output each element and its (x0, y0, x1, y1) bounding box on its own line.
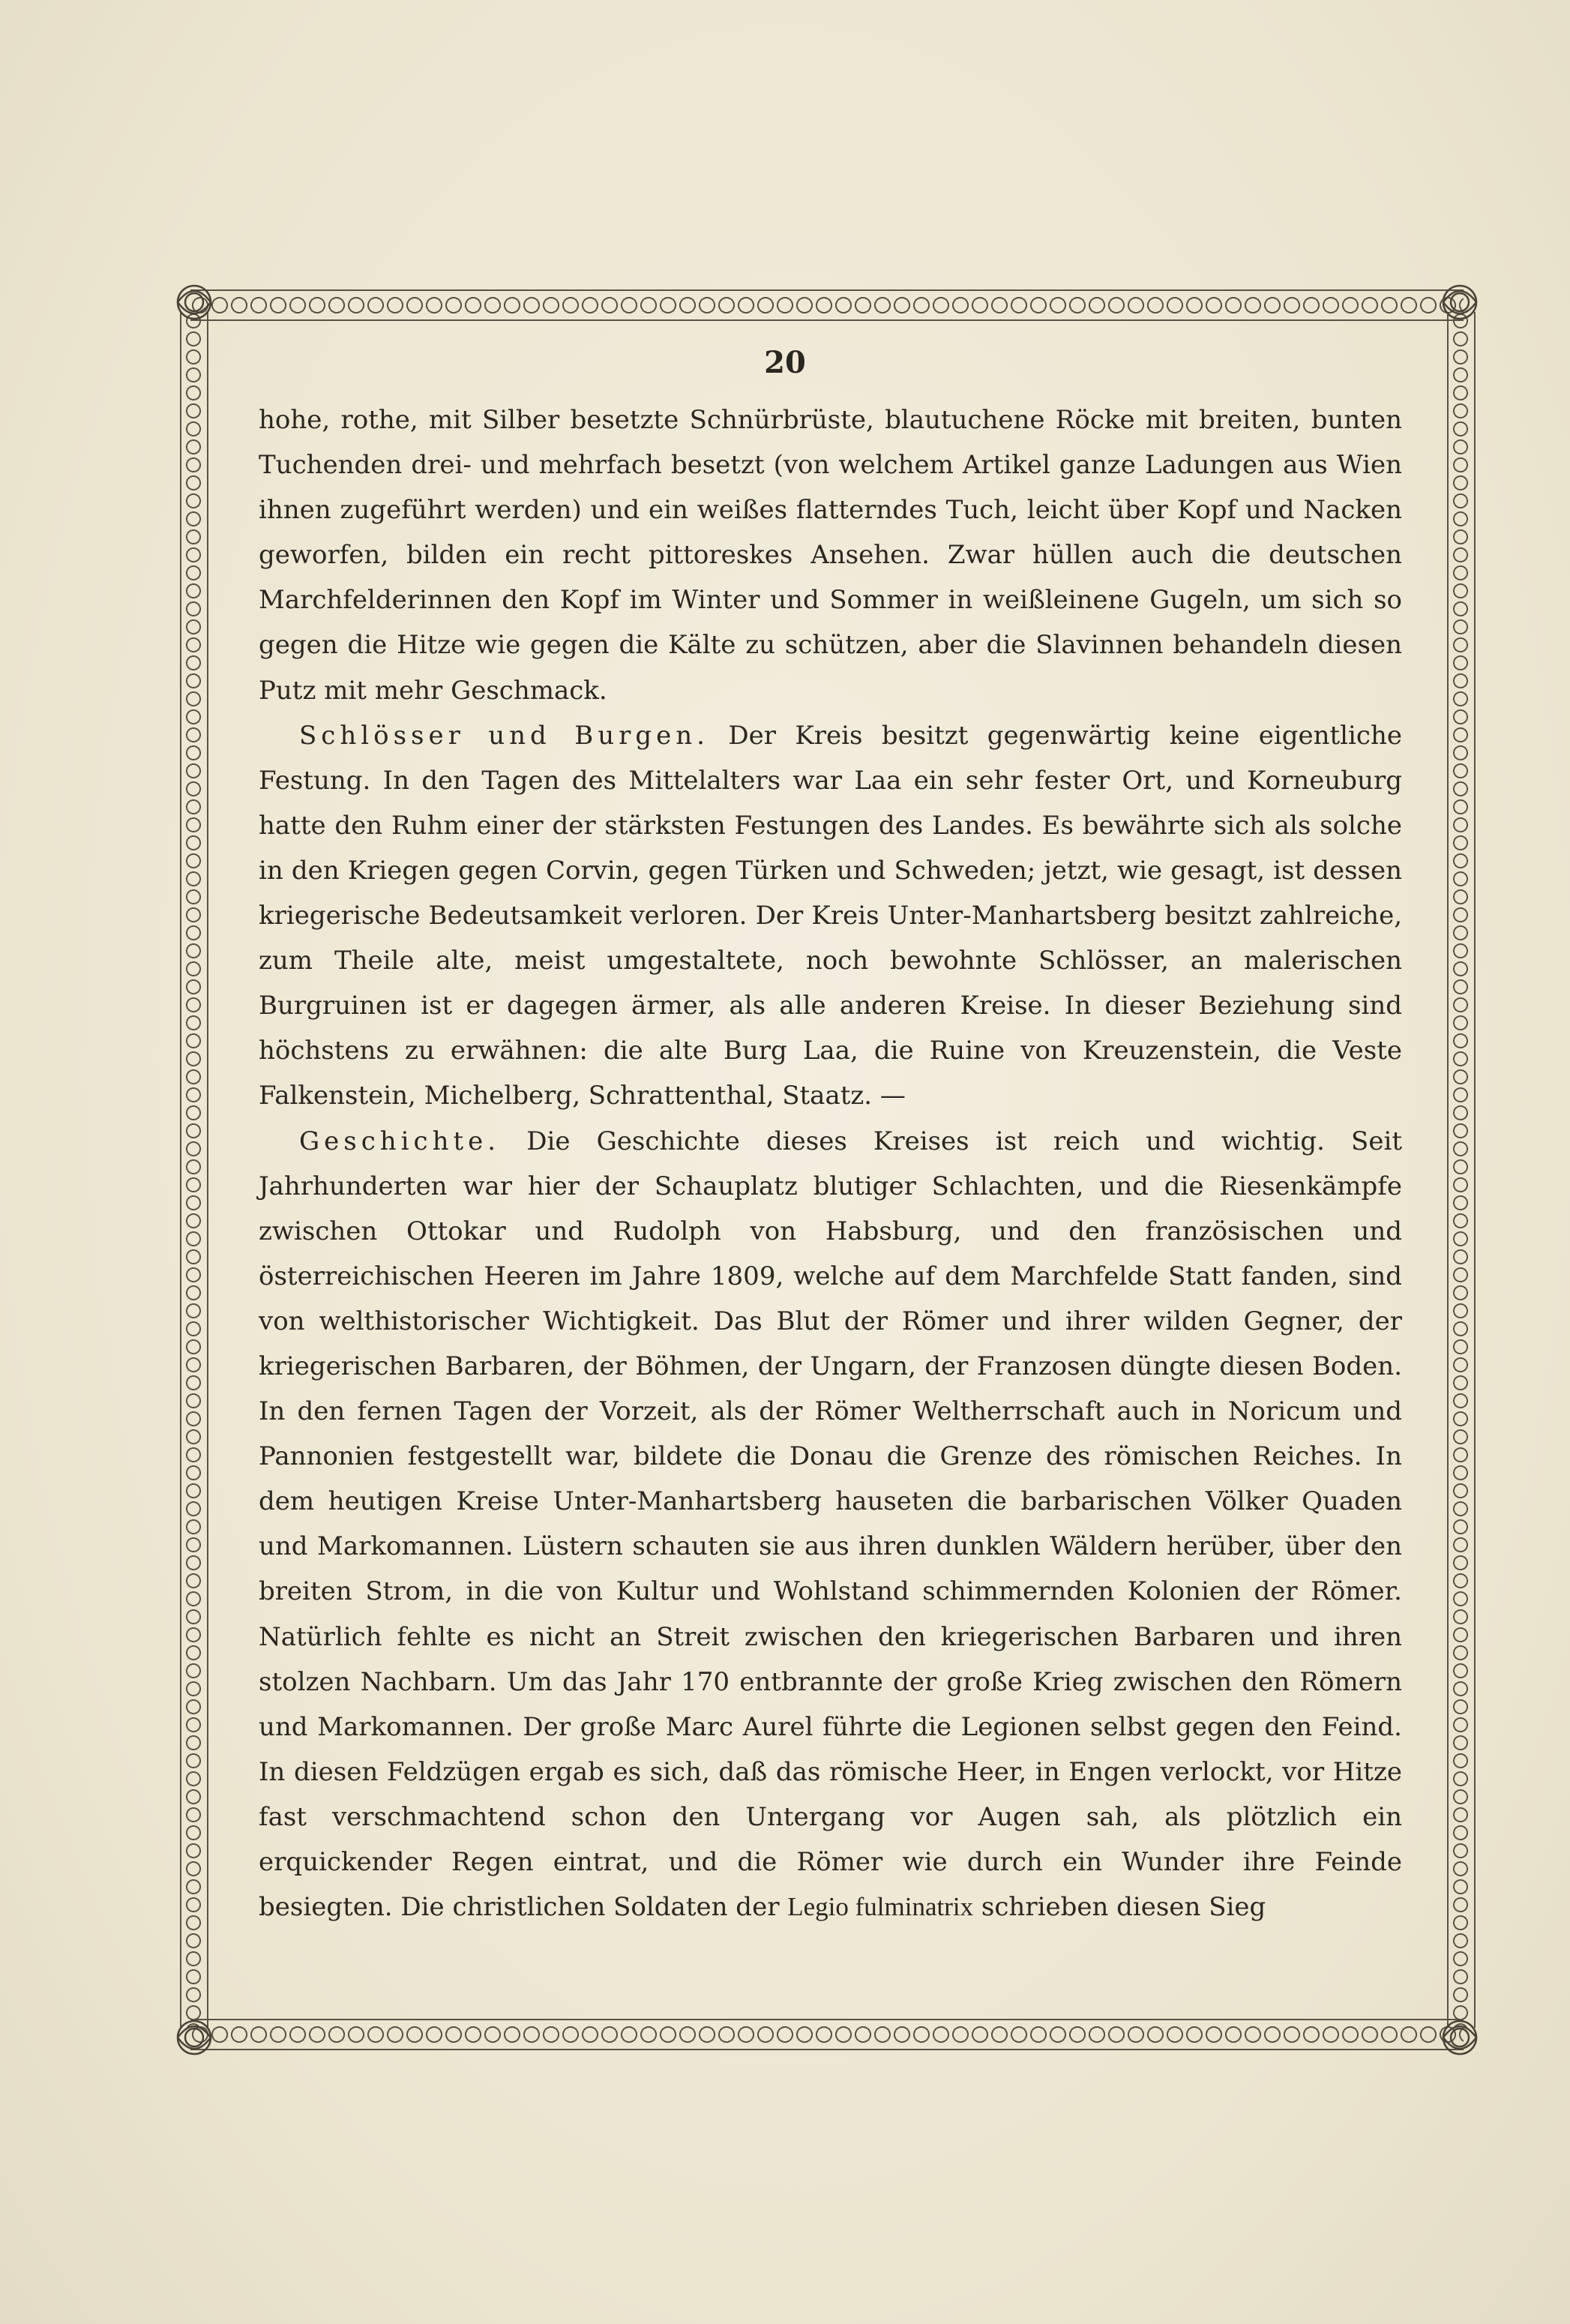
paragraph-text: Die Geschichte dieses Kreises ist reich und wichtig. Seit Jahrhunderten war hier der Schauplatz blutiger Schlachten, und die Riesenkämpfe zwischen Ottokar und Rudolph von Habsburg, und den französischen und österreichischen Heeren im Jahre 1809, welche auf dem Marchfelde Statt fanden, sind von welthistorischer Wichtigkeit. Das Blut der Römer und ihrer wilden Gegner, der kriegerischen Barbaren, der Böhmen, der Ungarn, der Franzosen düngte diesen Boden. In den fernen Tagen der Vorzeit, als der Römer Weltherrschaft auch in Noricum und Pannonien festgestellt war, bildete die Donau die Grenze des römischen Reiches. In dem heutigen Kreise Unter-Manhartsberg hauseten die barbarischen Völker Quaden und Markomannen. Lüstern schauten sie aus ihren dunklen Wäldern herüber, über den breiten Strom, in die von Kultur und Wohlstand schimmernden Kolonien der Römer. Natürlich fehlte es nicht an Streit zwischen den kriegerischen Barbaren und ihren stolzen Nachbarn. Um das Jahr 170 entbrannte der große Krieg zwischen den Römern und Markomannen. Der große Marc Aurel führte die Legionen selbst gegen den Feind. In diesen Feldzügen ergab es sich, daß das römische Heer, in Engen verlockt, vor Hitze fast verschmachtend schon den Untergang vor Augen sah, als plötzlich ein erquickender Regen eintrat, und die Römer wie durch ein Wunder ihre Feinde besiegten. Die christlichen Soldaten der (259, 1126, 1402, 1923)
paragraph-text: hohe, rothe, mit Silber besetzte Schnürbrüste, blautuchene Röcke mit breiten, bunten Tuchenden drei- und mehrfach besetzt (von welchem Artikel ganze Ladungen aus Wien ihnen zugeführt werden) und ein weißes flatterndes Tuch, leicht über Kopf und Nacken geworfen, bilden ein recht pittoreskes Ansehen. Zwar hüllen auch die deutschen Marchfelderinnen den Kopf im Winter und Sommer in weißleinene Gugeln, um sich so gegen die Hitze wie gegen die Kälte zu schützen, aber die Slavinnen behandeln diesen Putz mit mehr Geschmack. (259, 405, 1402, 706)
paragraph (259, 1119, 1402, 1930)
border-bottom (190, 2011, 1464, 2058)
section-heading: Geschichte. (299, 1126, 501, 1156)
border-top (190, 282, 1464, 328)
section-heading: Schlösser und Burgen. (299, 720, 709, 751)
corner-ornament-icon (168, 2011, 220, 2064)
latin-term: Legio fulminatrix (787, 1892, 974, 1922)
border-left (174, 312, 213, 2028)
corner-ornament-icon (1434, 276, 1486, 328)
paragraph-text: Der Kreis besitzt gegenwärtig keine eigentliche Festung. In den Tagen des Mittelalters war Laa ein sehr fester Ort, und Korneuburg hatte den Ruhm einer der stärksten Festungen des Landes. Es bewährte sich als solche in den Kriegen gegen Corvin, gegen Türken und Schweden; jetzt, wie gesagt, ist dessen kriegerische Bedeutsamkeit verloren. Der Kreis Unter-Manhartsberg besitzt zahlreiche, zum Theile alte, meist umgestaltete, noch bewohnte Schlösser, an malerischen Burgruinen ist er dagegen ärmer, als alle anderen Kreise. In dieser Beziehung sind höchstens zu erwähnen: die alte Burg Laa, die Ruine von Kreuzenstein, die Veste Falkenstein, Michelberg, Schrattenthal, Staatz. — (259, 720, 1402, 1111)
corner-ornament-icon (1434, 2011, 1486, 2064)
paragraph (259, 713, 1402, 1119)
border-right (1441, 312, 1480, 2028)
paragraph (259, 397, 1402, 713)
paragraph-text-tail: schrieben diesen Sieg (973, 1892, 1266, 1923)
body-text (259, 397, 1402, 1930)
page-number: 20 (764, 345, 806, 380)
corner-ornament-icon (168, 276, 220, 328)
